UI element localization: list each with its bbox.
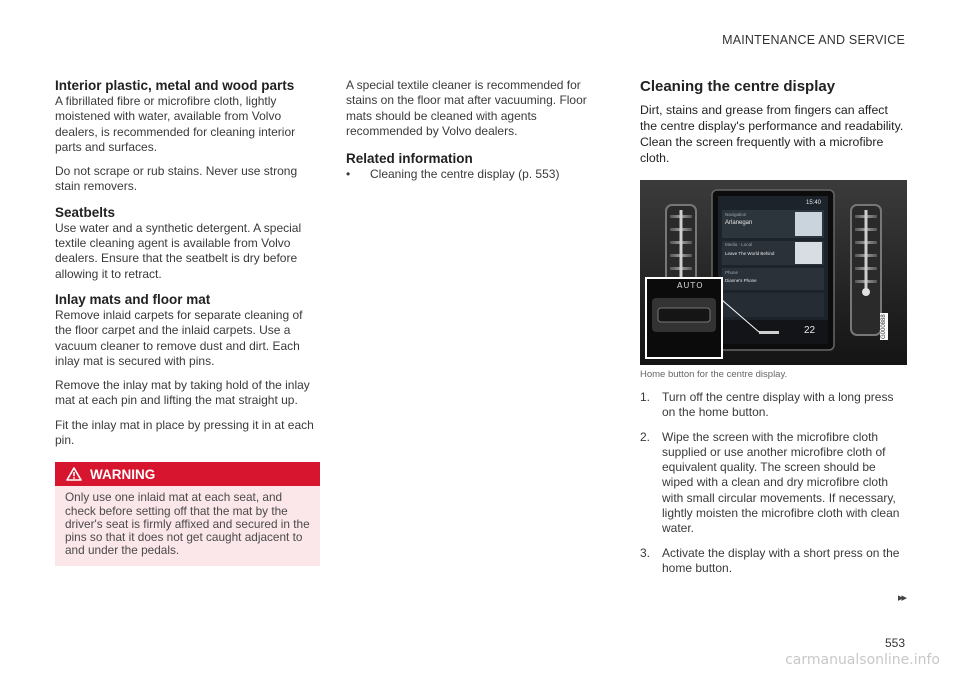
paragraph: Remove the inlay mat by taking hold of the inlay mat at each pin and lifting the mat straight up. (55, 378, 310, 408)
display-nav-value: Arlanegan (725, 220, 753, 226)
warning-title: WARNING (90, 466, 156, 482)
warning-triangle-icon (66, 467, 82, 481)
column-middle (346, 78, 594, 182)
paragraph: Use water and a synthetic detergent. A special textile cleaning agent is available from Volvo dealers. Ensure that the seatbelt is dry before allowing it to retract. (55, 220, 302, 281)
bullet-icon: • (346, 167, 351, 182)
page-section-title: Cleaning the centre display (640, 78, 836, 95)
step-number: 1. (640, 390, 651, 404)
display-media-track: Leave The World Behind (725, 251, 775, 256)
column-left (55, 78, 320, 566)
step-text: Turn off the centre display with a long press on the home button. (662, 390, 894, 420)
display-media-label: Media · Local (725, 242, 753, 247)
page-number: 553 (884, 636, 905, 650)
step-item (640, 390, 907, 421)
step-number: 2. (640, 429, 651, 444)
display-nav-label: Navigation (725, 212, 747, 217)
section-title: Interior plastic, metal and wood parts (55, 78, 295, 93)
section-interior-parts (55, 78, 320, 195)
section-title: Seatbelts (55, 204, 116, 220)
warning-text: Only use one inlaid mat at each seat, and check before setting off that the mat by the driver's seat is firmly affixed and secured in the pins so that it does not get caught adjacent to and under the pedals. (65, 490, 310, 558)
related-link[interactable] (346, 167, 594, 182)
warning-header (55, 462, 320, 486)
section-title: Inlay mats and floor mat (55, 291, 211, 307)
related-info-title: Related information (346, 151, 473, 167)
display-temperature: 22 (804, 325, 816, 336)
display-phone-label: Phone (725, 270, 739, 275)
column-right (640, 78, 907, 585)
paragraph: A fibrillated fibre or microfibre cloth, lightly moistened with water, available from Volvo dealers, is recommended for cleaning interior parts and surfaces. (55, 94, 296, 154)
display-phone-value: Dianne's Phone (725, 278, 757, 283)
warning-box (55, 462, 320, 566)
step-item (640, 546, 907, 577)
paragraph: Do not scrape or rub stains. Never use strong stain removers. (55, 164, 298, 194)
figure-code: G000888 (881, 314, 887, 339)
paragraph: Fit the inlay mat in place by pressing it in at each pin. (55, 417, 314, 448)
dashboard-photo (640, 180, 907, 365)
watermark: carmanualsonline.info (785, 652, 940, 668)
auto-button-label: AUTO (677, 281, 704, 290)
display-time: 15:40 (806, 200, 822, 206)
section-mats (55, 292, 320, 448)
step-item (640, 430, 907, 537)
paragraph: Remove inlaid carpets for separate cleaning of the floor carpet and the inlaid carpets. Use a vacuum cleaner to remove dust and dirt. Each inlay mat is secured with pins. (55, 307, 303, 368)
lead-paragraph: Dirt, stains and grease from fingers can affect the centre display's performance and readability. Clean the screen frequently with a microfibre cloth. (640, 103, 904, 165)
step-text: Activate the display with a short press on the home button. (662, 545, 900, 575)
section-seatbelts (55, 205, 320, 282)
paragraph: A special textile cleaner is recommended for stains on the floor mat after vacuuming. Floor mats should be cleaned with agents recommended by Volvo dealers. (346, 78, 587, 138)
continued-arrows-icon: ▸▸ (897, 592, 905, 604)
steps-list (640, 390, 907, 576)
section-header: MAINTENANCE AND SERVICE (722, 33, 905, 47)
step-number: 3. (640, 545, 651, 560)
step-text: Wipe the screen with the microfibre cloth supplied or use another microfibre cloth of equivalent quality. The screen should be wiped with a clean and dry microfibre cloth with small circular movements. If necessary, lightly moisten the microfibre cloth with clean water. (662, 429, 900, 536)
figure-caption: Home button for the centre display. (640, 369, 788, 380)
centre-display-illustration (640, 180, 907, 365)
related-link-text[interactable]: Cleaning the centre display (p. 553) (370, 167, 560, 182)
